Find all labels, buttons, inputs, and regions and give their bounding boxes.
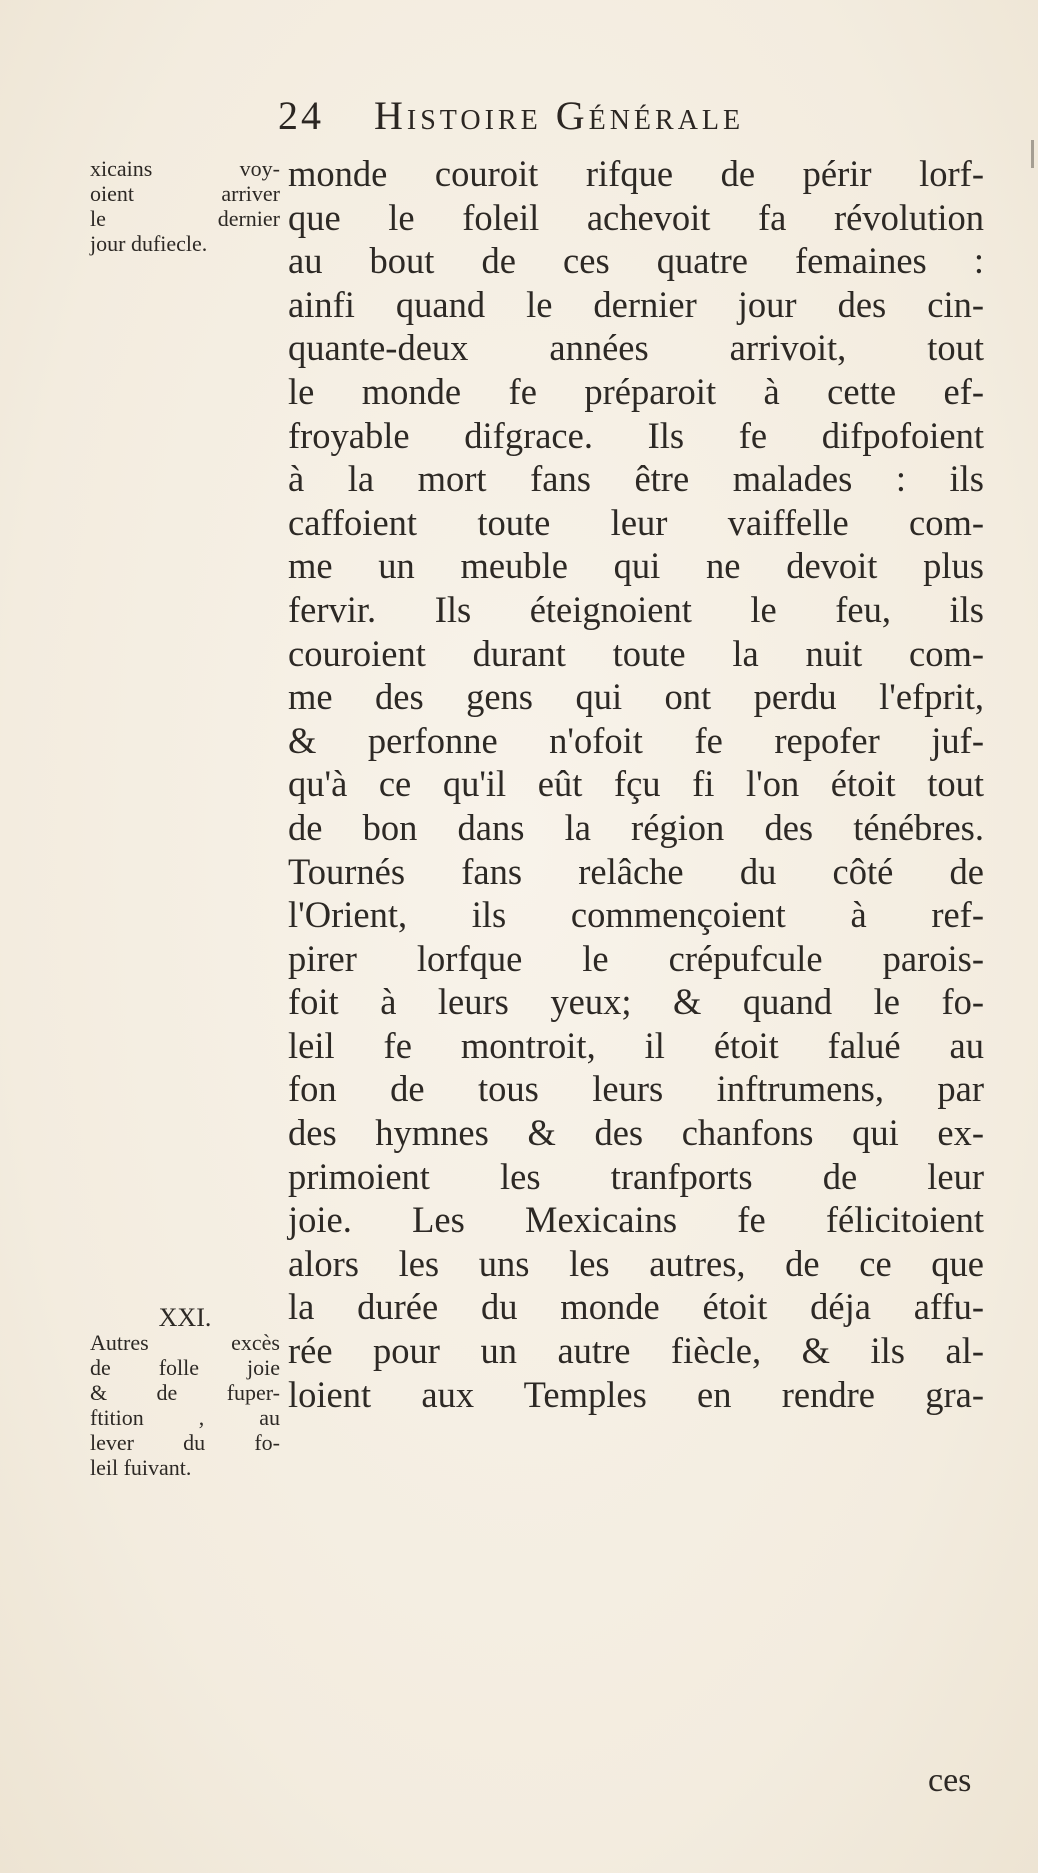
margin-note-1 [90,156,280,256]
margin-note-line: oient arriver [90,181,280,206]
margin-note-line: Autres excès [90,1330,280,1355]
margin-note-line: de folle joie [90,1355,280,1380]
text-line: la durée du monde étoit déja affu- [288,1286,984,1328]
text-line: que le foleil achevoit fa révolution [288,196,984,238]
text-line: leil fe montroit, il étoit falué au [288,1024,984,1066]
margin-note-line: le dernier [90,206,280,231]
text-line: primoient les tranfports de leur [288,1155,984,1197]
page-number: 24 [278,93,324,138]
margin-note-line: ftition , au [90,1405,280,1430]
text-line: quante-deux années arrivoit, tout [288,327,984,369]
text-line: froyable difgrace. Ils fe difpofoient [288,414,984,456]
margin-note-line: leil fuivant. [90,1455,192,1480]
text-line: monde couroit rifque de périr lorf- [288,153,984,194]
text-line: & perfonne n'ofoit fe repofer juf- [288,719,984,761]
text-line: au bout de ces quatre femaines : [288,240,984,282]
text-line: alors les uns les autres, de ce que [288,1242,984,1284]
text-line: fon de tous leurs inftrumens, par [288,1068,984,1110]
catchword: ces [928,1762,972,1799]
text-line: l'Orient, ils commençoient à ref- [288,894,984,936]
text-line: pirer lorfque le crépufcule parois- [288,937,984,979]
text-line: foit à leurs yeux; & quand le fo- [288,981,984,1023]
margin-note-line: & de fuper- [90,1380,280,1405]
text-line: me des gens qui ont perdu l'efprit, [288,676,984,718]
text-line: Tournés fans relâche du côté de [288,850,984,892]
text-line: fervir. Ils éteignoient le feu, ils [288,588,984,630]
text-line: couroient durant toute la nuit com- [288,632,984,674]
margin-note-line: lever du fo- [90,1430,280,1455]
text-line: qu'à ce qu'il eût fçu fi l'on étoit tout [288,763,984,805]
text-line: le monde fe préparoit à cette ef- [288,370,984,412]
text-line: me un meuble qui ne devoit plus [288,545,984,587]
text-line: de bon dans la région des ténébres. [288,806,984,848]
margin-note-2 [90,1305,280,1480]
text-line: des hymnes & des chanfons qui ex- [288,1112,984,1154]
text-line: joie. Les Mexicains fe félicitoient [288,1199,984,1241]
text-line: rée pour un autre fiècle, & ils al- [288,1330,984,1372]
margin-note-section-number: XXI. [158,1303,212,1332]
text-line: loient aux Temples en rendre gra- [288,1373,984,1415]
text-line: à la mort fans être malades : ils [288,458,984,500]
text-line: ainfi quand le dernier jour des cin- [288,283,984,325]
text-line: caffoient toute leur vaiffelle com- [288,501,984,543]
margin-note-line: xicains voy- [90,156,280,181]
running-title: Histoire Générale [374,93,745,138]
running-header [270,92,930,142]
page-edge-mark [1031,140,1034,168]
margin-note-line: jour dufiecle. [90,231,208,256]
body-text [288,152,984,1416]
